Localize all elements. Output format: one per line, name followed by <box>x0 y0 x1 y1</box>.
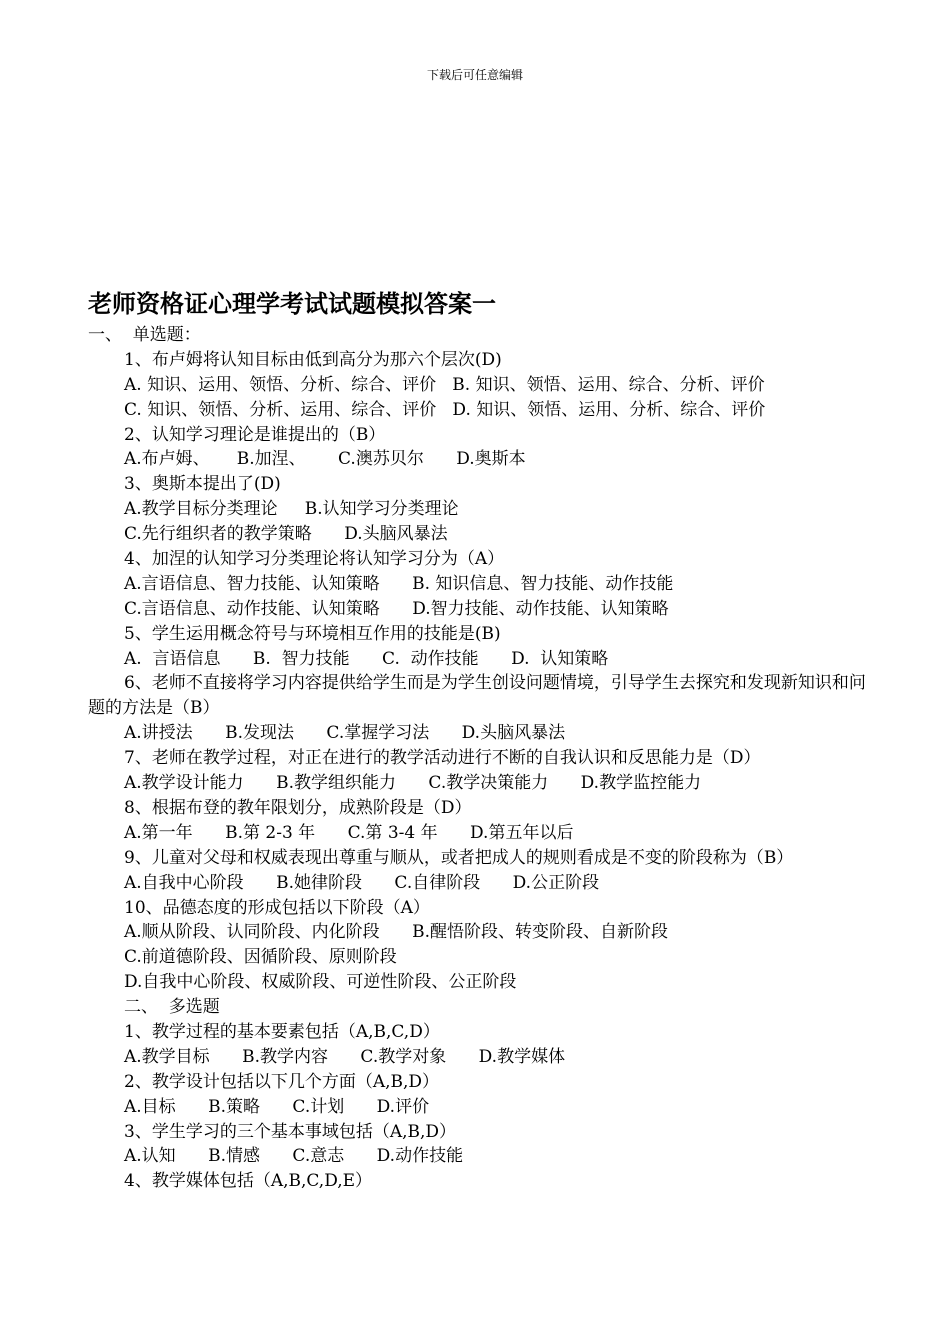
document-line: A.教学设计能力 B.教学组织能力 C.教学决策能力 D.教学监控能力 <box>124 773 702 794</box>
document-line: 8、根据布登的教年限划分，成熟阶段是（D） <box>124 797 472 818</box>
page-title: 老师资格证心理学考试试题模拟答案一 <box>88 290 496 318</box>
document-line: 9、儿童对父母和权威表现出尊重与顺从，或者把成人的规则看成是不变的阶段称为（B） <box>124 847 794 868</box>
document-line: A. 言语信息 B. 智力技能 C. 动作技能 D. 认知策略 <box>124 648 609 669</box>
document-line: 2、教学设计包括以下几个方面（A,B,D） <box>124 1071 440 1092</box>
document-line: A.布卢姆、 B.加涅、 C.澳苏贝尔 D.奥斯本 <box>124 449 526 470</box>
document-line: A.认知 B.情感 C.意志 D.动作技能 <box>124 1146 464 1167</box>
document-line: 1、教学过程的基本要素包括（A,B,C,D） <box>124 1021 440 1042</box>
document-line: 3、奥斯本提出了(D) <box>124 474 281 495</box>
document-line: A.第一年 B.第 2-3 年 C.第 3-4 年 D.第五年以后 <box>124 822 574 843</box>
document-line: C. 知识、领悟、分析、运用、综合、评价 D. 知识、领悟、运用、分析、综合、评价 <box>124 399 766 420</box>
document-line: A.顺从阶段、认同阶段、内化阶段 B.醒悟阶段、转变阶段、自新阶段 <box>124 922 668 943</box>
document-body <box>88 323 878 1194</box>
document-line: 7、老师在教学过程，对正在进行的教学活动进行不断的自我认识和反思能力是（D） <box>124 748 761 769</box>
document-line: 二、 多选题 <box>124 997 220 1018</box>
document-line: 2、认知学习理论是谁提出的（B） <box>124 424 386 445</box>
question-list <box>88 348 878 1194</box>
document-line: A.目标 B.策略 C.计划 D.评价 <box>124 1096 430 1117</box>
document-line: A.自我中心阶段 B.她律阶段 C.自律阶段 D.公正阶段 <box>124 872 600 893</box>
document-line: 4、教学媒体包括（A,B,C,D,E） <box>124 1171 373 1192</box>
document-line: D.自我中心阶段、权威阶段、可逆性阶段、公正阶段 <box>124 972 517 993</box>
document-line: 6、老师不直接将学习内容提供给学生而是为学生创设问题情境，引导学生去探究和发现新知识和问题的方法是（B） <box>88 673 866 719</box>
document-line: 1、布卢姆将认知目标由低到高分为那六个层次(D) <box>124 349 502 370</box>
section-heading: 一、 单选题： <box>88 325 201 345</box>
document-line: A. 知识、运用、领悟、分析、综合、评价 B. 知识、领悟、运用、综合、分析、评价 <box>124 374 765 395</box>
document-line: C.先行组织者的教学策略 D.头脑风暴法 <box>124 524 448 545</box>
document-line: 5、学生运用概念符号与环境相互作用的技能是(B) <box>124 623 501 644</box>
document-line: 3、学生学习的三个基本事域包括（A,B,D） <box>124 1121 457 1142</box>
document-line: A.教学目标分类理论 B.认知学习分类理论 <box>124 499 459 520</box>
document-line: 4、加涅的认知学习分类理论将认知学习分为（A） <box>124 549 505 570</box>
document-line: A.教学目标 B.教学内容 C.教学对象 D.教学媒体 <box>124 1046 566 1067</box>
document-line: C.言语信息、动作技能、认知策略 D.智力技能、动作技能、认知策略 <box>124 598 669 619</box>
document-line: A.讲授法 B.发现法 C.掌握学习法 D.头脑风暴法 <box>124 723 566 744</box>
header-note: 下载后可任意编辑 <box>426 68 523 82</box>
document-line: C.前道德阶段、因循阶段、原则阶段 <box>124 947 397 968</box>
document-line: A.言语信息、智力技能、认知策略 B. 知识信息、智力技能、动作技能 <box>124 573 674 594</box>
document-line: 10、品德态度的形成包括以下阶段（A） <box>124 897 430 918</box>
